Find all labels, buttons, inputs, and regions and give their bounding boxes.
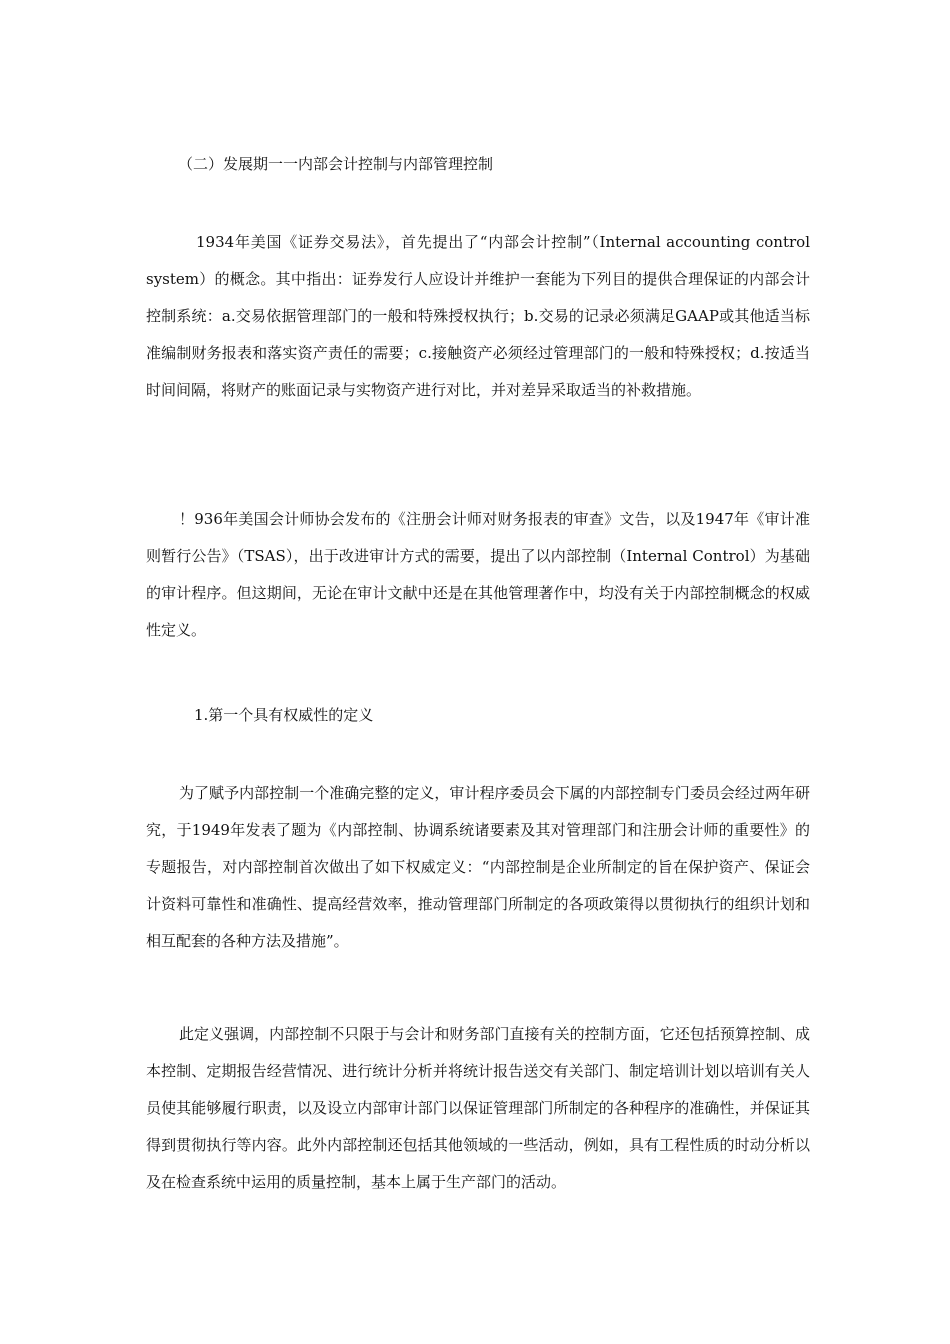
paragraph-aicpa-1936: ！936年美国会计师协会发布的《注册会计师对财务报表的审查》文告，以及1947年《审计准则暂行公告》（TSAS），出于改进审计方式的需要，提出了以内部控制（Internal Control）为基础的审计程序。但这期间，无论在审计文献中还是在其他管理著作中，均没有关于内部控制概念的权威性定义。 (146, 510, 810, 639)
section-heading: （二）发展期一一内部会计控制与内部管理控制 (178, 155, 494, 173)
subheading-first-definition: 1.第一个具有权威性的定义 (194, 706, 374, 724)
paragraph-definition-scope: 此定义强调，内部控制不只限于与会计和财务部门直接有关的控制方面，它还包括预算控制、成本控制、定期报告经营情况、进行统计分析并将统计报告送交有关部门、制定培训计划以培训有关人员使其能够履行职责，以及设立内部审计部门以保证管理部门所制定的各种程序的准确性，并保证其得到贯彻执行等内容。此外内部控制还包括其他领域的一些活动，例如，具有工程性质的时动分析以及在检查系统中运用的质量控制，基本上属于生产部门的活动。 (146, 1025, 810, 1191)
paragraph-1949-definition: 为了赋予内部控制一个准确完整的定义，审计程序委员会下属的内部控制专门委员会经过两年研究，于1949年发表了题为《内部控制、协调系统诸要素及其对管理部门和注册会计师的重要性》的专题报告，对内部控制首次做出了如下权威定义：“内部控制是企业所制定的旨在保护资产、保证会计资料可靠性和准确性、提高经营效率，推动管理部门所制定的各项政策得以贯彻执行的组织计划和相互配套的各种方法及措施”。 (146, 784, 810, 950)
paragraph-securities-act: 1934年美国《证券交易法》，首先提出了“内部会计控制”（Internal accounting control system）的概念。其中指出：证券发行人应设计并维护一套能为下列目的提供合理保证的内部会计控制系统：a.交易依据管理部门的一般和特殊授权执行；b.交易的记录必须满足GAAP或其他适当标准编制财务报表和落实资产责任的需要；c.接触资产必须经过管理部门的一般和特殊授权；d.按适当时间间隔，将财产的账面记录与实物资产进行对比，并对差异采取适当的补救措施。 (146, 233, 810, 399)
